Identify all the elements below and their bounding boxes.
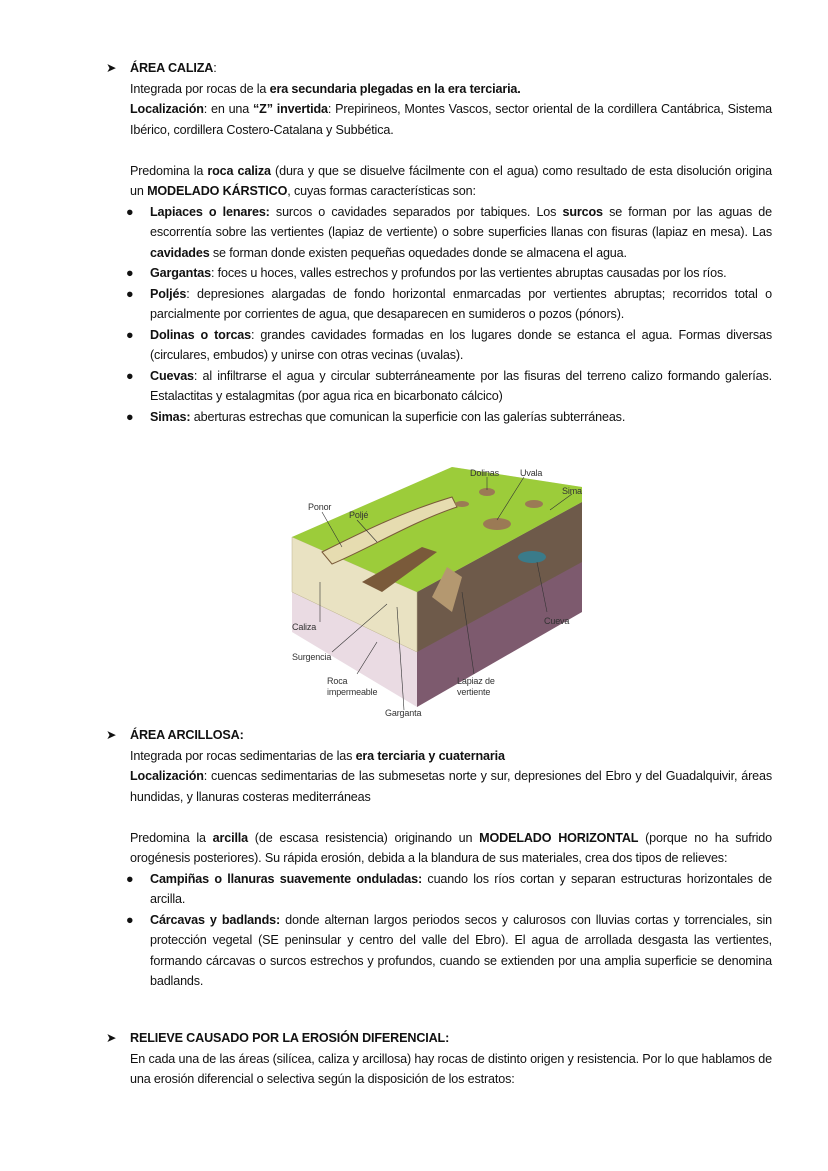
bold-text: era secundaria plegadas en la era terciaria. <box>269 81 521 96</box>
paragraph <box>130 828 772 869</box>
bold-text: Cárcavas y badlands: <box>150 912 281 927</box>
section-area-caliza <box>106 58 773 427</box>
label-uvala: Uvala <box>520 468 543 478</box>
bold-text: surcos <box>562 204 603 219</box>
paragraph <box>130 161 772 202</box>
paragraph <box>130 746 772 767</box>
text-run: cuando los ríos cortan y separan estructuras horizontales de arcilla. <box>150 871 772 906</box>
section-title-text: ÁREA ARCILLOSA: <box>130 728 244 742</box>
dolina <box>525 500 543 508</box>
bold-text: MODELADO KÁRSTICO <box>147 184 288 198</box>
text-run: : cuencas sedimentarias de las submesetas norte y sur, depresiones del Ebro y del Guadalquivir, áreas hundidas, y llanuras costeras mediterráneas <box>130 769 772 804</box>
list-item <box>126 284 772 325</box>
bullet-icon: ● <box>126 327 134 342</box>
bold-text: MODELADO HORIZONTAL <box>479 830 639 845</box>
text-run: se forman por las aguas de escorrentía sobre las vertientes (lapiaz de vertiente) o sobre superficies llanas con fisuras (lapiaz en mesa). Las <box>150 204 772 239</box>
label-ponor: Ponor <box>308 502 332 512</box>
label-vertiente: vertiente <box>457 687 491 697</box>
text-run: (de escasa resistencia) originando un <box>248 830 480 845</box>
bullet-icon: ● <box>126 204 134 219</box>
section-title-text: ÁREA CALIZA <box>130 61 214 75</box>
list-item <box>126 202 772 264</box>
text-run: (porque no ha sufrido orogénesis posteriores). Su rápida erosión, debida a la blandura de sus materiales, crea dos tipos de relieves: <box>130 830 772 865</box>
bold-text: Dolinas o torcas <box>150 327 252 342</box>
arrow-bullet-icon: ➤ <box>106 728 117 742</box>
section-area-arcillosa <box>106 725 773 992</box>
arrow-bullet-icon: ➤ <box>106 1031 117 1045</box>
bullet-icon: ● <box>126 368 134 383</box>
bold-text: Gargantas <box>150 266 211 280</box>
paragraph <box>130 766 772 807</box>
paragraph <box>130 99 772 140</box>
bold-text: Localización <box>130 769 204 783</box>
list-item <box>126 869 772 910</box>
label-polje: Poljé <box>349 510 369 520</box>
text-run: : foces u hoces, valles estrechos y profundos por las vertientes abruptas causadas por los ríos. <box>210 266 727 280</box>
list-item <box>126 263 772 284</box>
text-run: : Prepirineos, Montes Vascos, sector oriental de la cordillera Cantábrica, Sistema Ibérico, cordillera Costero-Catalana y Subbética. <box>130 102 773 137</box>
title-colon: : <box>213 61 217 75</box>
karst-diagram <box>282 462 602 722</box>
bullet-icon: ● <box>126 286 134 301</box>
bullet-list <box>126 869 773 992</box>
text-run: (dura y que se disuelve fácilmente con el agua) como resultado de esta disolución origina un <box>130 163 772 198</box>
label-caliza: Caliza <box>292 622 317 632</box>
text-run: donde alternan largos periodos secos y calurosos con lluvias cortas y torrenciales, sin protección vegetal (SE peninsular y centro del valle del Ebro). El agua de arrollada desgasta las vertientes, formando cárcavas o surcos estrechos y profundos, cuando se extienden por una amplia superficie se denomina badlands. <box>150 912 773 988</box>
label-lapiaz: Lapiaz de <box>457 676 495 686</box>
label-impermeable: impermeable <box>327 687 378 697</box>
list-item <box>126 325 772 366</box>
text-run: En cada una de las áreas (silícea, caliza y arcillosa) hay rocas de distinto origen y resistencia. Por lo que hablamos de una erosión diferencial o selectiva según la disposición de los estratos: <box>130 1051 772 1086</box>
bold-text: roca caliza <box>207 163 271 178</box>
text-run: : grandes cavidades formadas en los lugares donde se estanca el agua. Formas diversas (circulares, embudos) y unirse con otras vecinas (uvalas). <box>150 327 772 362</box>
text-run: : en una <box>203 102 254 116</box>
text-run: : al infiltrarse el agua y circular subterráneamente por las fisuras del terreno calizo formando galerías. Estalactitas y estalagmitas (por agua rica en bicarbonato cálcico) <box>150 368 772 403</box>
label-garganta: Garganta <box>385 708 422 718</box>
bold-text: arcilla <box>212 830 249 845</box>
list-item <box>126 366 772 407</box>
label-roca: Roca <box>327 676 348 686</box>
bullet-icon: ● <box>126 409 134 424</box>
text-run: Predomina la <box>130 163 208 178</box>
paragraph <box>130 79 772 100</box>
section-title <box>106 725 772 746</box>
section-title <box>106 58 772 79</box>
cave <box>518 551 546 563</box>
bold-text: Localización <box>130 102 204 116</box>
label-dolinas: Dolinas <box>470 468 499 478</box>
bold-text: cavidades <box>150 245 210 260</box>
bold-text: Campiñas o llanuras suavemente onduladas: <box>150 871 423 886</box>
dolina <box>455 501 469 507</box>
bold-text: Cuevas <box>150 368 194 383</box>
section-title <box>106 1028 772 1049</box>
arrow-bullet-icon: ➤ <box>106 61 117 75</box>
label-surgencia: Surgencia <box>292 652 332 662</box>
bullet-icon: ● <box>126 912 134 927</box>
text-run: aberturas estrechas que comunican la superficie con las galerías subterráneas. <box>190 409 626 424</box>
text-run: Predomina la <box>130 830 213 845</box>
text-run: Integrada por rocas sedimentarias de las <box>130 748 356 763</box>
bullet-icon: ● <box>126 266 134 280</box>
bold-text: “Z” invertida <box>253 102 328 116</box>
list-item <box>126 910 773 992</box>
section-erosion-diferencial <box>106 1028 772 1090</box>
bullet-icon: ● <box>126 871 134 886</box>
text-run: , cuyas formas características son: <box>287 184 476 198</box>
text-run: Integrada por rocas de la <box>130 81 270 96</box>
section-title-text: RELIEVE CAUSADO POR LA EROSIÓN DIFERENCIAL: <box>130 1031 450 1045</box>
text-run: surcos o cavidades separados por tabiques. Los <box>269 204 563 219</box>
bullet-list <box>126 202 772 428</box>
text-run: : depresiones alargadas de fondo horizontal enmarcadas por vertientes abruptas; recorridos total o parcialmente por corrientes de agua, que desaparecen en sumideros o pozos (pónors). <box>150 286 772 321</box>
bold-text: Simas: <box>150 409 191 424</box>
bold-text: Lapiaces o lenares: <box>150 204 270 219</box>
label-cueva: Cueva <box>544 616 570 626</box>
label-sima: Sima <box>562 486 582 496</box>
list-item <box>126 407 772 428</box>
text-run: se forman donde existen pequeñas oquedades donde se almacena el agua. <box>209 245 627 260</box>
paragraph <box>130 1049 772 1090</box>
bold-text: Poljés <box>150 286 187 301</box>
bold-text: era terciaria y cuaternaria <box>355 748 505 763</box>
